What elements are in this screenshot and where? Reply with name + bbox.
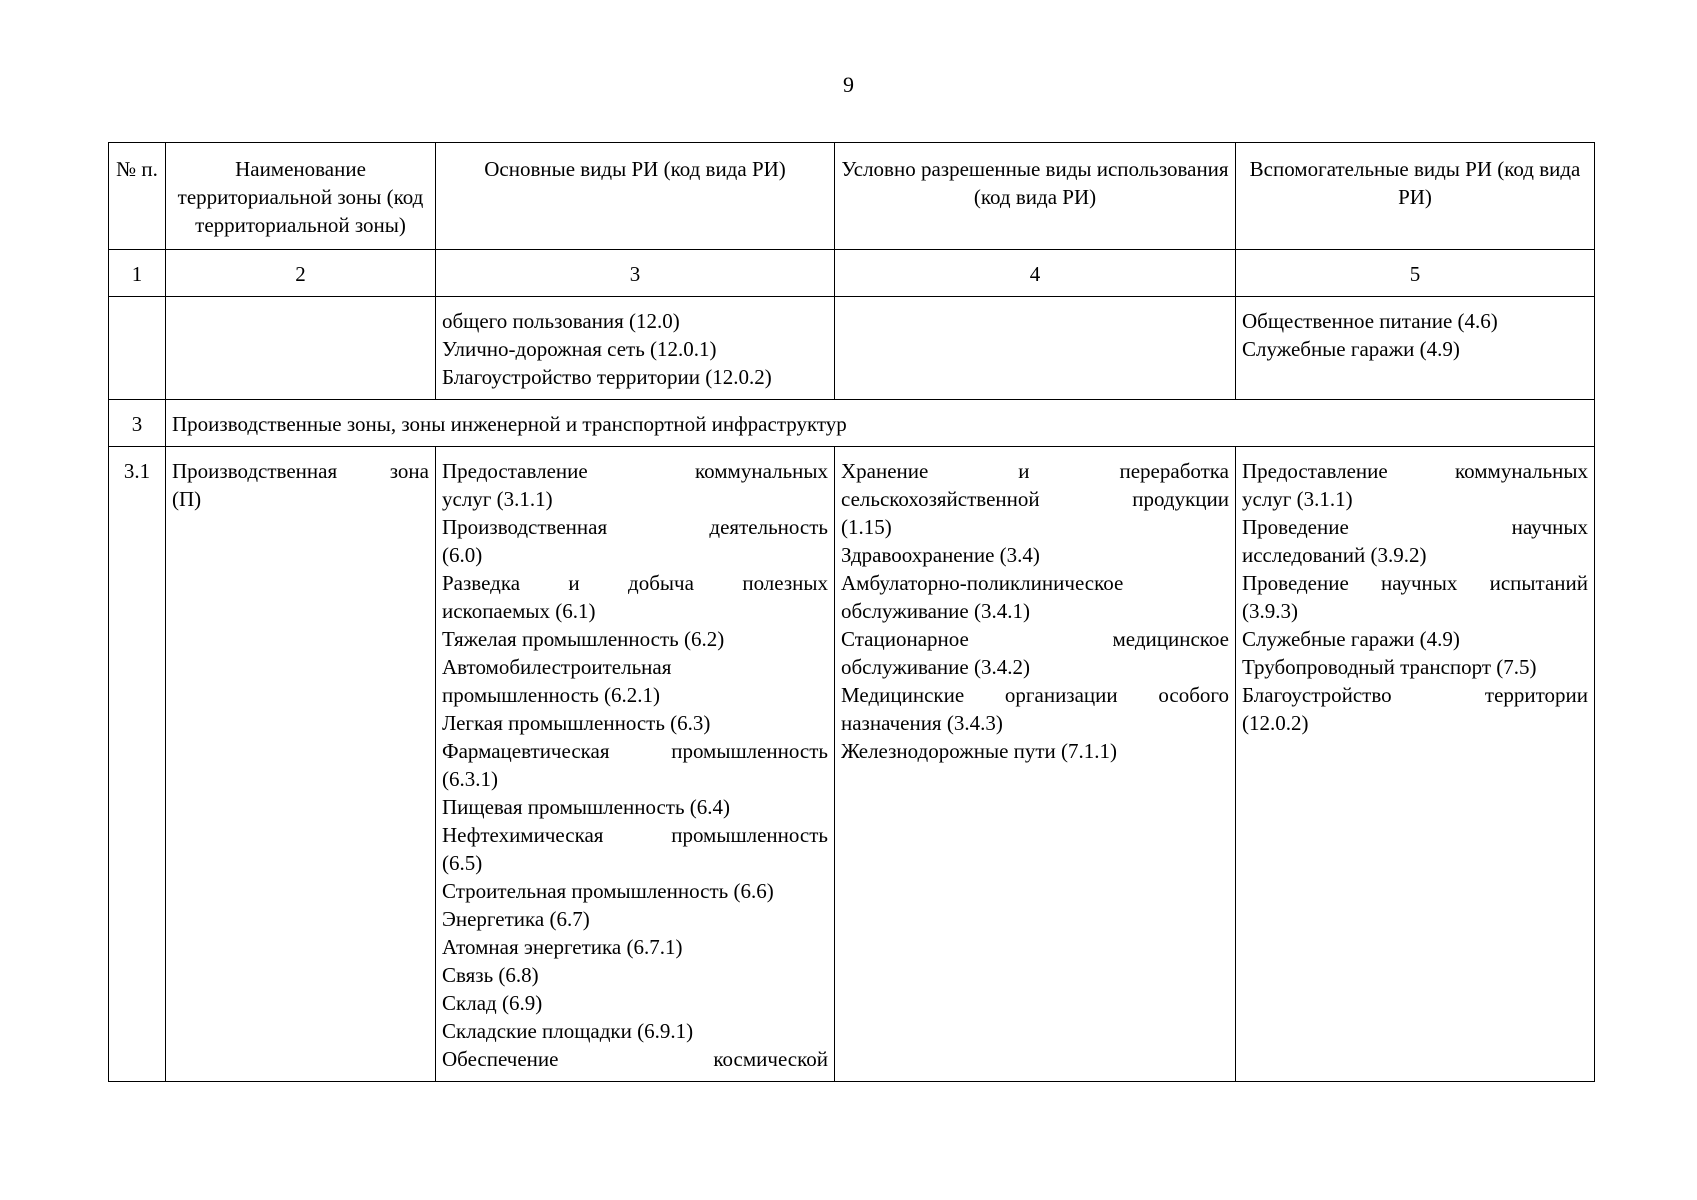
main-use-item: (6.3.1) xyxy=(442,767,498,791)
auxiliary-use-item: Проведение научных xyxy=(1242,515,1588,539)
auxiliary-use-item: Проведение научных испытаний xyxy=(1242,571,1588,595)
conditional-use-item: сельскохозяйственной продукции xyxy=(841,487,1229,511)
zones-table xyxy=(108,142,1595,1082)
main-use-item: Фармацевтическая промышленность xyxy=(442,739,828,763)
main-use-item: Улично-дорожная сеть (12.0.1) xyxy=(442,337,717,361)
zone-row-3-1 xyxy=(109,447,1595,1082)
main-use-item: Нефтехимическая промышленность xyxy=(442,823,828,847)
header-zone-name: Наименование территориальной зоны (код территориальной зоны) xyxy=(166,143,436,250)
conditional-use-item: обслуживание (3.4.1) xyxy=(841,599,1030,623)
auxiliary-use-item: Предоставление коммунальных xyxy=(1242,459,1588,483)
main-use-item: Склад (6.9) xyxy=(442,991,543,1015)
main-use-item: Строительная промышленность (6.6) xyxy=(442,879,774,903)
auxiliary-use-item: (12.0.2) xyxy=(1242,711,1309,735)
conditional-use-item: назначения (3.4.3) xyxy=(841,711,1003,735)
conditional-use-item: обслуживание (3.4.2) xyxy=(841,655,1030,679)
section-number: 3 xyxy=(109,400,166,447)
page-number: 9 xyxy=(843,72,854,97)
auxiliary-use-item: Трубопроводный транспорт (7.5) xyxy=(1242,655,1537,679)
main-use-item: Энергетика (6.7) xyxy=(442,907,590,931)
main-use-item: Предоставление коммунальных xyxy=(442,459,828,483)
column-number: 1 xyxy=(109,250,166,297)
auxiliary-use-item: услуг (3.1.1) xyxy=(1242,487,1353,511)
header-row xyxy=(109,143,1595,250)
column-number: 2 xyxy=(166,250,436,297)
section-row xyxy=(109,400,1595,447)
main-use-item: Разведка и добыча полезных xyxy=(442,571,828,595)
main-use-item: Атомная энергетика (6.7.1) xyxy=(442,935,683,959)
section-title: Производственные зоны, зоны инженерной и транспортной инфраструктур xyxy=(166,400,1595,447)
column-number: 4 xyxy=(835,250,1236,297)
main-use-item: ископаемых (6.1) xyxy=(442,599,596,623)
auxiliary-use-item: исследований (3.9.2) xyxy=(1242,543,1427,567)
column-number: 3 xyxy=(436,250,835,297)
main-use-item: Легкая промышленность (6.3) xyxy=(442,711,711,735)
main-use-item: Связь (6.8) xyxy=(442,963,539,987)
main-use-item: Производственная деятельность xyxy=(442,515,828,539)
continuation-conditional-cell xyxy=(835,297,1236,400)
main-use-item: Обеспечение космической xyxy=(442,1047,828,1071)
auxiliary-use-item: Общественное питание (4.6) xyxy=(1242,309,1498,333)
main-use-item: (6.5) xyxy=(442,851,483,875)
continuation-number-cell xyxy=(109,297,166,400)
main-use-item: Складские площадки (6.9.1) xyxy=(442,1019,694,1043)
auxiliary-use-item: Благоустройство территории xyxy=(1242,683,1588,707)
main-use-item: Благоустройство территории (12.0.2) xyxy=(442,365,772,389)
conditional-use-item: (1.15) xyxy=(841,515,892,539)
zone-name-cell xyxy=(166,447,436,1082)
column-number: 5 xyxy=(1236,250,1595,297)
header-main-uses: Основные виды РИ (код вида РИ) xyxy=(436,143,835,250)
auxiliary-use-item: Служебные гаражи (4.9) xyxy=(1242,337,1460,361)
conditional-use-item: Медицинские организации особого xyxy=(841,683,1229,707)
continuation-zone-cell xyxy=(166,297,436,400)
continuation-row xyxy=(109,297,1595,400)
column-numbers-row xyxy=(109,250,1595,297)
main-use-item: Пищевая промышленность (6.4) xyxy=(442,795,731,819)
conditional-use-item: Здравоохранение (3.4) xyxy=(841,543,1040,567)
auxiliary-use-item: Служебные гаражи (4.9) xyxy=(1242,627,1460,651)
conditional-use-item: Амбулаторно-поликлиническое xyxy=(841,571,1124,595)
continuation-auxiliary-cell xyxy=(1236,297,1595,400)
main-use-item: услуг (3.1.1) xyxy=(442,487,553,511)
zone-auxiliary-uses-cell xyxy=(1236,447,1595,1082)
header-conditional-uses: Условно разрешенные виды использования (код вида РИ) xyxy=(835,143,1236,250)
main-use-item: (6.0) xyxy=(442,543,483,567)
zone-main-uses-cell xyxy=(436,447,835,1082)
zone-number: 3.1 xyxy=(109,447,166,1082)
zone-name-line: (П) xyxy=(172,487,202,511)
conditional-use-item: Хранение и переработка xyxy=(841,459,1229,483)
header-auxiliary-uses: Вспомогательные виды РИ (код вида РИ) xyxy=(1236,143,1595,250)
conditional-use-item: Стационарное медицинское xyxy=(841,627,1229,651)
main-use-item: Автомобилестроительная xyxy=(442,655,672,679)
main-use-item: общего пользования (12.0) xyxy=(442,309,680,333)
auxiliary-use-item: (3.9.3) xyxy=(1242,599,1298,623)
main-use-item: Тяжелая промышленность (6.2) xyxy=(442,627,725,651)
zone-conditional-uses-cell xyxy=(835,447,1236,1082)
main-use-item: промышленность (6.2.1) xyxy=(442,683,661,707)
continuation-main-cell xyxy=(436,297,835,400)
header-number: № п. xyxy=(109,143,166,250)
conditional-use-item: Железнодорожные пути (7.1.1) xyxy=(841,739,1118,763)
zone-name-line: Производственная зона xyxy=(172,459,429,483)
